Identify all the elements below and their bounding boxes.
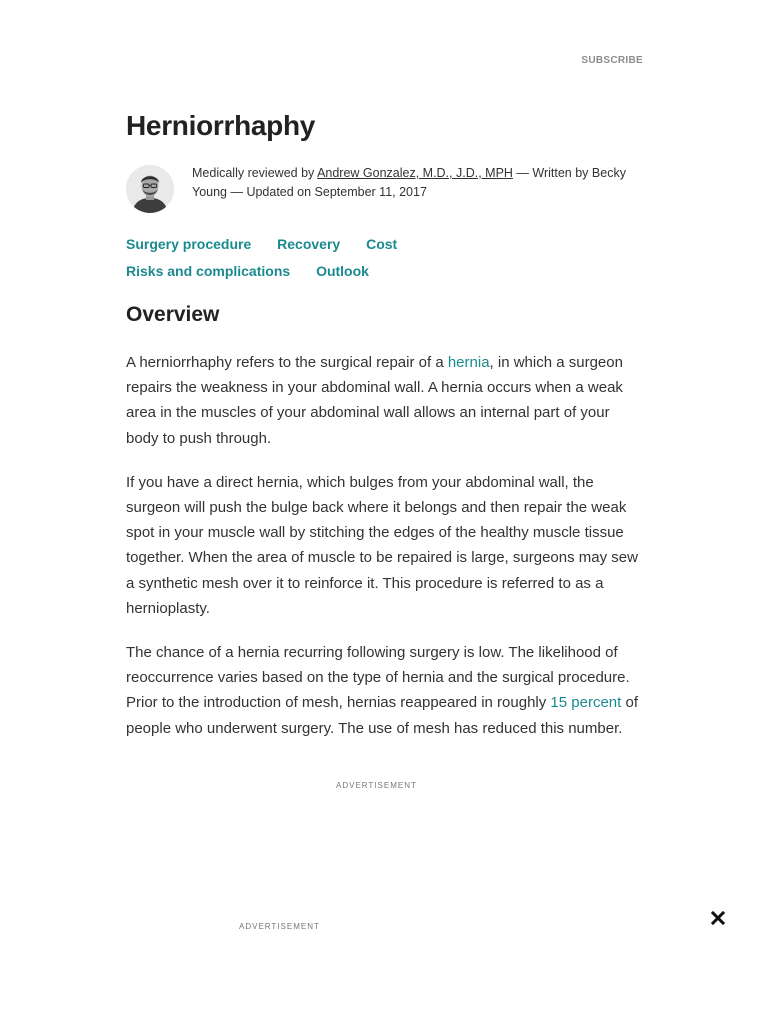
byline-text xyxy=(192,164,640,202)
byline xyxy=(126,162,640,213)
paragraph-1 xyxy=(126,350,640,451)
paragraph-1-text-end: , in which a surgeon repairs the weakness in your abdominal wall. A hernia occurs when a weak area in the muscles of your abdominal wall allows an internal part of your body to push through. xyxy=(126,354,623,447)
table-of-contents xyxy=(126,231,596,285)
toc-link-risks-and-complications[interactable]: Risks and complications xyxy=(126,263,291,279)
advertisement-label: ADVERTISEMENT xyxy=(336,781,417,790)
close-ad-button[interactable] xyxy=(709,909,727,927)
section-title-overview: Overview xyxy=(126,303,220,326)
subscribe-link[interactable]: SUBSCRIBE xyxy=(581,55,643,66)
toc-link-recovery[interactable]: Recovery xyxy=(277,236,341,252)
hernia-link[interactable]: hernia xyxy=(447,354,490,371)
reviewer-avatar[interactable] xyxy=(126,165,174,213)
advertisement-label-bottom: ADVERTISEMENT xyxy=(239,922,320,931)
toc-link-surgery-procedure[interactable]: Surgery procedure xyxy=(126,236,252,252)
written-updated-text: — Written by Becky Young — Updated on September 11, 2017 xyxy=(192,166,626,199)
paragraph-2: If you have a direct hernia, which bulges from your abdominal wall, the surgeon will push the bulge back where it belongs and then repair the weak spot in your muscle wall by stitching the edges of the healthy muscle tissue together. When the area of muscle to be repaired is large, surgeons may sew a synthetic mesh over it to reinforce it. This procedure is referred to as a hernioplasty. xyxy=(126,473,638,617)
toc-link-outlook[interactable]: Outlook xyxy=(316,263,369,279)
fifteen-percent-link[interactable]: 15 percent xyxy=(550,694,622,712)
paragraph-1-text-start: A herniorrhaphy refers to the surgical repair of a xyxy=(126,354,448,371)
paragraph-3 xyxy=(126,640,640,741)
page-title: Herniorrhaphy xyxy=(126,110,316,141)
reviewer-link[interactable]: Andrew Gonzalez, M.D., J.D., MPH xyxy=(317,166,513,180)
paragraph-3-text-end: of people who underwent surgery. The use of mesh has reduced this number. xyxy=(126,694,638,737)
reviewed-prefix: Medically reviewed by xyxy=(192,166,318,180)
article xyxy=(126,108,640,741)
paragraph-3-text-start: The chance of a hernia recurring following surgery is low. The likelihood of reoccurrence varies based on the type of hernia and the surgical procedure. Prior to the introduction of mesh, hernias reappeared in roughly xyxy=(126,644,630,712)
toc-link-cost[interactable]: Cost xyxy=(366,236,398,252)
close-icon xyxy=(709,909,727,927)
